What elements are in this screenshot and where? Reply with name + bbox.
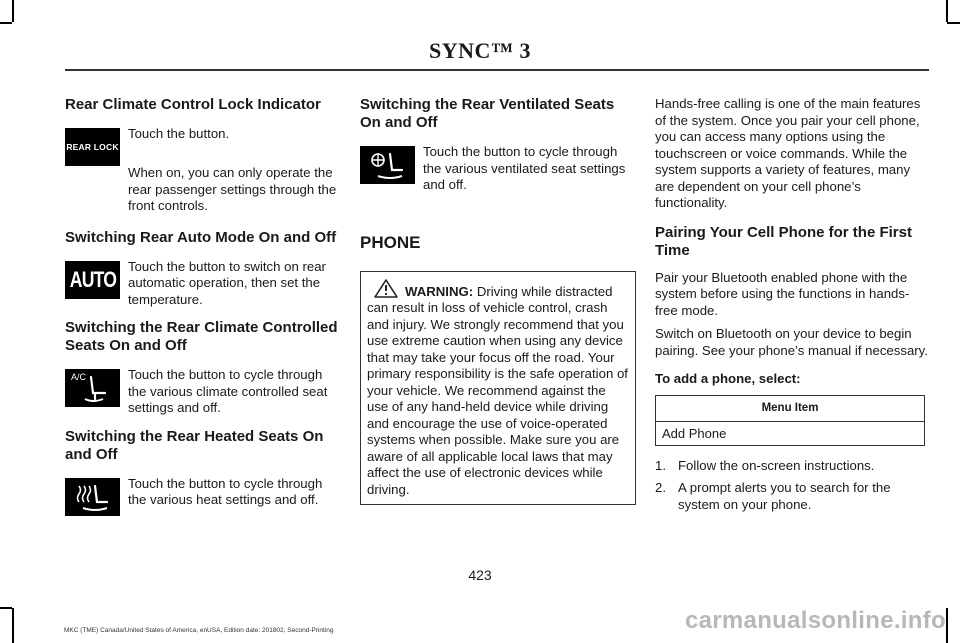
rear-lock-label: REAR LOCK (66, 142, 119, 152)
rear-lock-text (128, 126, 338, 150)
pairing-p1: Pair your Bluetooth enabled phone with the system before using the functions in hands-free mode. (655, 269, 910, 318)
hands-free-intro: Hands-free calling is one of the main features of the system. Once you pair your cell phone, you can access many options using the touchscreen or voice commands. While the system supports a variety of features, many are dependent on your cell phone’s functionality. (655, 96, 921, 210)
ventilated-seat-icon (360, 146, 415, 184)
step-number: 2. (655, 480, 666, 495)
rear-lock-p2-text: When on, you can only operate the rear passenger settings through the front controls. (128, 165, 337, 213)
rear-lock-heading: Rear Climate Control Lock Indicator (65, 96, 321, 113)
footer-edition: MKC (TME) Canada/United States of America, enUSA, Edition date: 201802, Second-Printing (64, 627, 334, 634)
crop-mark (12, 0, 14, 22)
rear-lock-button-icon (65, 128, 120, 166)
column-middle (360, 96, 636, 505)
auto-label: AUTO (69, 266, 116, 292)
warning-paragraph (367, 278, 629, 499)
crop-mark (0, 607, 12, 609)
ventilated-seats-row (360, 144, 636, 201)
rear-lock-p1: Touch the button. (128, 126, 230, 141)
heated-seat-shape-icon (65, 478, 120, 516)
climate-seats-text: Touch the button to cycle through the various climate controlled seat settings and off. (128, 367, 328, 415)
crop-mark (946, 0, 948, 22)
spacer (65, 215, 338, 229)
heated-seat-icon (65, 478, 120, 516)
ventilated-seats-heading: Switching the Rear Ventilated Seats On and Off (360, 96, 615, 131)
list-item (655, 458, 928, 475)
climate-seats-heading: Switching the Rear Climate Controlled Seats On and Off (65, 319, 338, 354)
header-divider (65, 69, 929, 71)
menu-table-cell: Add Phone (656, 421, 925, 445)
page-number: 423 (468, 567, 492, 583)
page-header-title: SYNC™ 3 (429, 38, 531, 63)
menu-table (655, 395, 925, 446)
watermark: carmanualsonline.info (684, 607, 946, 634)
steps-list (655, 458, 928, 514)
warning-box (360, 271, 636, 506)
climate-seat-icon (65, 369, 120, 407)
column-left (65, 96, 338, 516)
phone-section-title: PHONE (360, 232, 421, 252)
crop-mark (12, 608, 14, 643)
heated-seats-heading: Switching the Rear Heated Seats On and Off (65, 427, 324, 463)
heated-seats-row (65, 476, 338, 516)
warning-triangle-icon (373, 278, 399, 298)
menu-table-header: Menu Item (656, 395, 925, 421)
add-phone-label: To add a phone, select: (655, 371, 801, 386)
pairing-heading: Pairing Your Cell Phone for the First Time (655, 223, 912, 259)
auto-mode-heading: Switching Rear Auto Mode On and Off (65, 228, 337, 246)
auto-button-icon (65, 261, 120, 299)
step-text: A prompt alerts you to search for the system on your phone. (678, 480, 891, 512)
crop-mark (947, 22, 960, 24)
column-right (655, 96, 928, 519)
climate-seats-row (65, 367, 338, 424)
crop-mark (0, 22, 12, 24)
rear-lock-row (65, 126, 338, 166)
warning-text: Driving while distracted can result in loss of vehicle control, crash and injury. We strongly recommend that you use extreme caution when using any device that may take your focus off the road. Your primary responsibility is the safe operation of your vehicle. We recommend against the use of any hand-held device while driving and encourage the use of voice-operated systems when possible. Make sure you are aware of all applicable local laws that may affect the use of electronic devices while driving. (367, 283, 628, 497)
heated-seats-text: Touch the button to cycle through the various heat settings and off. (128, 475, 323, 507)
auto-mode-row (65, 259, 338, 316)
rear-lock-p2 (128, 165, 338, 215)
crop-mark (946, 608, 948, 643)
list-item (655, 480, 928, 513)
pairing-p2: Switch on Bluetooth on your device to begin pairing. See your phone’s manual if necessary. (655, 326, 928, 358)
step-number: 1. (655, 457, 666, 473)
auto-mode-text: Touch the button to switch on rear automatic operation, then set the temperature. (128, 258, 326, 307)
fan-seat-shape-icon (360, 146, 415, 184)
step-text: Follow the on-screen instructions. (678, 457, 875, 473)
warning-label: WARNING: (405, 283, 474, 299)
climate-seat-ac-label: A/C (71, 372, 87, 382)
ventilated-seats-text: Touch the button to cycle through the various ventilated seat settings and off. (423, 144, 626, 192)
